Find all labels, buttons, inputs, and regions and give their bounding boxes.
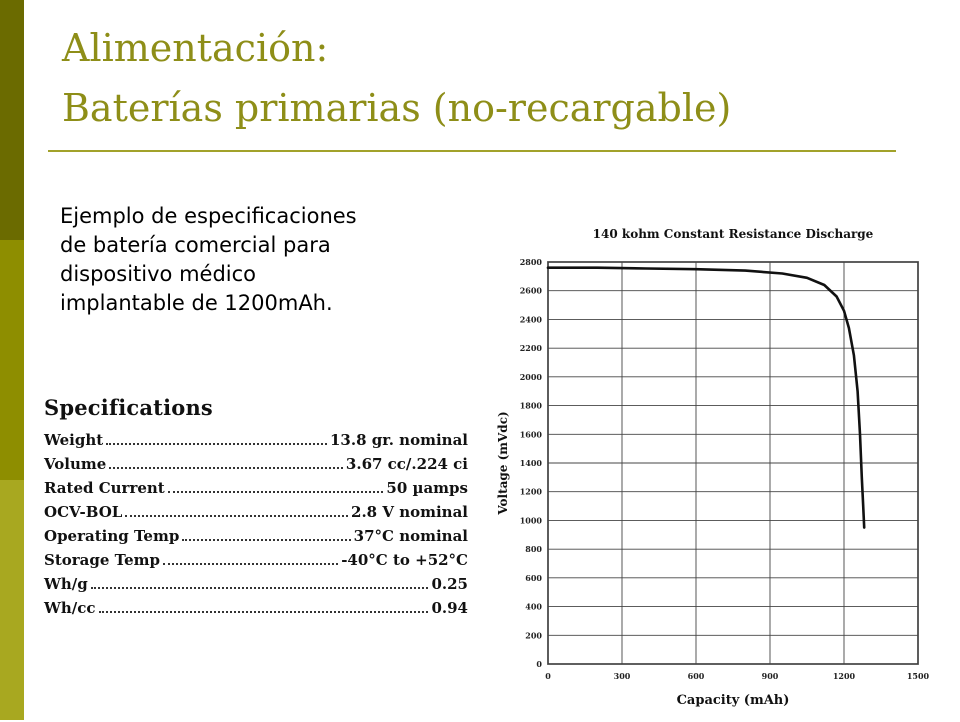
y-tick-label: 800 — [525, 544, 542, 555]
spec-label: Operating Temp — [44, 527, 180, 545]
specifications-heading: Specifications — [44, 395, 213, 420]
spec-value: 37°C nominal — [353, 527, 468, 545]
y-tick-label: 200 — [525, 630, 542, 641]
sidebar-segment-dark — [0, 0, 24, 240]
spec-label: Rated Current — [44, 479, 165, 497]
intro-text — [60, 202, 520, 318]
sidebar-segment-light — [0, 480, 24, 720]
x-axis-label: Capacity (mAh) — [676, 693, 790, 708]
spec-leader-dots — [182, 528, 350, 541]
spec-leader-dots — [168, 480, 384, 493]
spec-row — [44, 455, 468, 479]
spec-value: 0.94 — [431, 599, 468, 617]
spec-leader-dots — [99, 600, 429, 613]
spec-label: Wh/cc — [44, 599, 96, 617]
spec-value: 13.8 gr. nominal — [329, 431, 468, 449]
spec-leader-dots — [125, 504, 348, 517]
spec-row — [44, 575, 468, 599]
spec-value: 0.25 — [431, 575, 468, 593]
y-tick-label: 1600 — [519, 429, 542, 440]
spec-leader-dots — [91, 576, 429, 589]
spec-leader-dots — [109, 456, 343, 469]
spec-row — [44, 599, 468, 623]
y-tick-label: 1400 — [519, 458, 542, 468]
y-tick-label: 400 — [525, 601, 542, 612]
intro-line: Ejemplo de especificaciones — [60, 204, 357, 228]
intro-line: implantable de 1200mAh. — [60, 291, 333, 315]
spec-row — [44, 479, 468, 503]
chart-title: 140 kohm Constant Resistance Discharge — [592, 227, 874, 241]
spec-value: 50 µamps — [386, 479, 468, 497]
x-tick-label: 1200 — [832, 671, 856, 681]
spec-value: -40°C to +52°C — [341, 551, 468, 569]
x-tick-label: 300 — [613, 671, 631, 681]
spec-label: Wh/g — [44, 575, 88, 593]
y-tick-label: 2200 — [519, 343, 542, 354]
spec-row — [44, 431, 468, 455]
y-tick-label: 2400 — [519, 314, 542, 325]
title-divider — [48, 150, 896, 152]
spec-label: Volume — [44, 455, 107, 473]
spec-label: OCV-BOL — [44, 503, 123, 521]
y-axis-label: Voltage (mVdc) — [496, 411, 510, 515]
sidebar-segment-mid — [0, 240, 24, 480]
spec-row — [44, 503, 468, 527]
x-tick-label: 1500 — [906, 671, 930, 681]
spec-label: Weight — [44, 431, 104, 449]
spec-leader-dots — [106, 432, 327, 445]
spec-row — [44, 551, 468, 575]
y-tick-label: 1200 — [519, 486, 542, 497]
x-tick-label: 900 — [761, 671, 779, 681]
discharge-curve — [548, 268, 864, 528]
spec-leader-dots — [163, 552, 338, 565]
y-tick-label: 2800 — [519, 257, 542, 267]
intro-line: dispositivo médico — [60, 262, 257, 286]
discharge-chart-svg — [490, 212, 940, 718]
sidebar-decoration — [0, 0, 24, 720]
y-tick-label: 1000 — [519, 515, 542, 526]
slide-title-line1: Alimentación: — [62, 26, 329, 70]
x-tick-label: 0 — [545, 671, 551, 681]
specifications-table — [44, 393, 468, 623]
slide-title — [62, 18, 922, 138]
y-tick-label: 2000 — [519, 371, 542, 382]
x-tick-label: 600 — [687, 671, 705, 681]
intro-line: de batería comercial para — [60, 233, 331, 257]
spec-value: 3.67 cc/.224 ci — [345, 455, 468, 473]
spec-row — [44, 527, 468, 551]
spec-label: Storage Temp — [44, 551, 160, 569]
slide-title-line2: Baterías primarias (no-recargable) — [62, 86, 732, 130]
y-tick-label: 600 — [525, 572, 542, 583]
discharge-chart — [490, 212, 940, 718]
y-tick-label: 0 — [536, 659, 542, 669]
y-tick-label: 1800 — [519, 400, 542, 411]
y-tick-label: 2600 — [519, 285, 542, 296]
spec-value: 2.8 V nominal — [351, 503, 468, 521]
